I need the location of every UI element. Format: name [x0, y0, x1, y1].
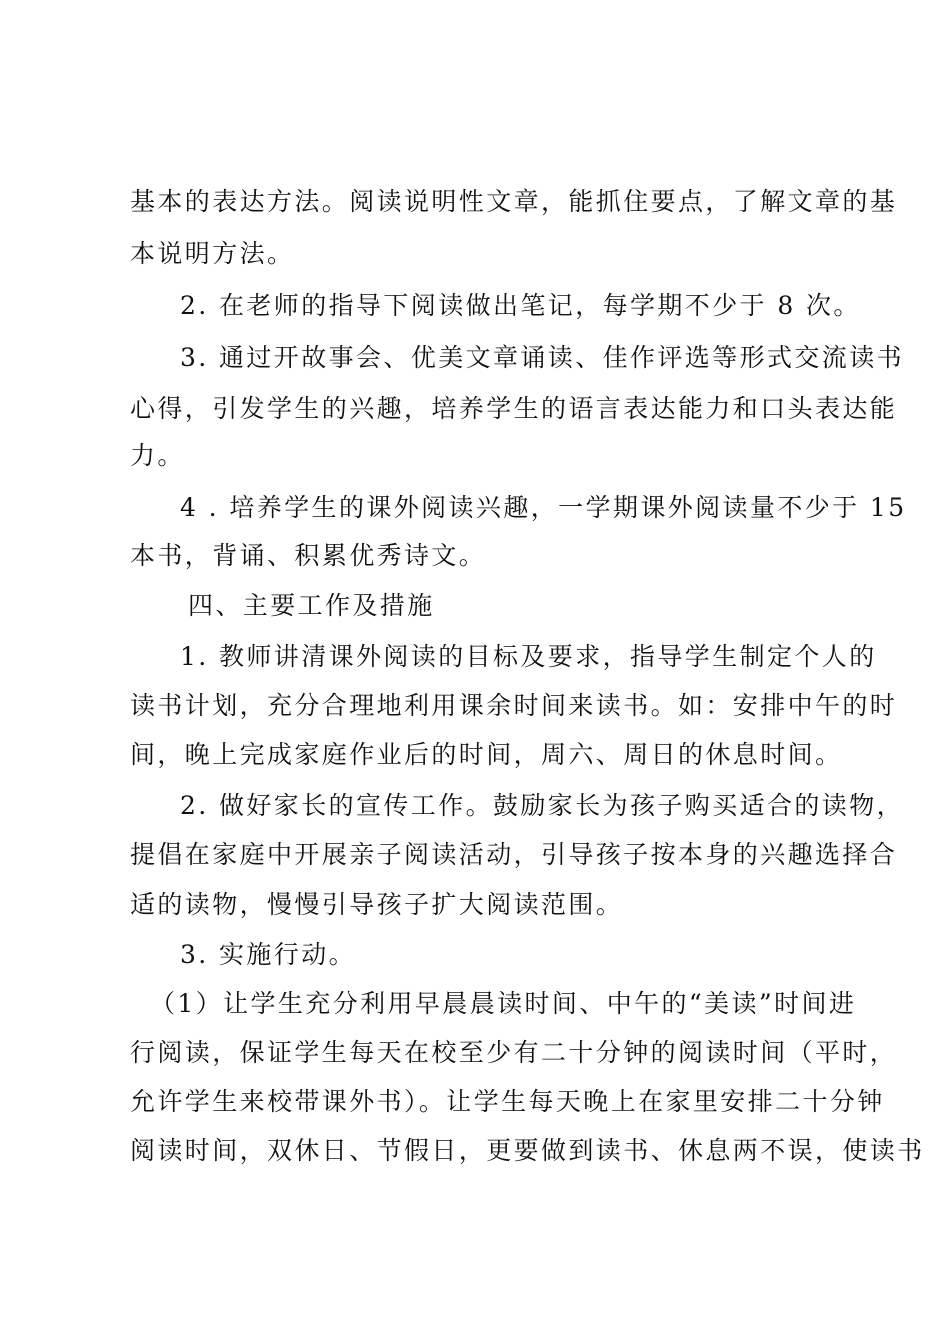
text-line: 2. 在老师的指导下阅读做出笔记，每学期不少于 8 次。	[180, 291, 861, 320]
text-line: （1）让学生充分利用早晨晨读时间、中午的“美读”时间进	[150, 989, 857, 1018]
text-line: 力。	[130, 441, 185, 470]
text-line: 3. 实施行动。	[180, 940, 356, 969]
text-line: 本书，背诵、积累优秀诗文。	[130, 541, 487, 570]
text-line: 3. 通过开故事会、优美文章诵读、佳作评选等形式交流读书	[180, 343, 905, 372]
text-line: 1. 教师讲清课外阅读的目标及要求，指导学生制定个人的	[180, 642, 877, 671]
text-line: 基本的表达方法。阅读说明性文章，能抓住要点，了解文章的基	[130, 187, 898, 216]
text-line: 4 . 培养学生的课外阅读兴趣，一学期课外阅读量不少于 15	[180, 493, 907, 522]
text-line: 提倡在家庭中开展亲子阅读活动，引导孩子按本身的兴趣选择合	[130, 840, 898, 869]
section-heading: 四、主要工作及措施	[188, 591, 435, 620]
text-line: 行阅读，保证学生每天在校至少有二十分钟的阅读时间（平时，	[130, 1038, 898, 1067]
text-line: 本说明方法。	[130, 239, 295, 268]
text-line: 适的读物，慢慢引导孩子扩大阅读范围。	[130, 890, 624, 919]
text-line: 允许学生来校带课外书）。让学生每天晚上在家里安排二十分钟	[130, 1087, 885, 1116]
text-line: 阅读时间，双休日、节假日，更要做到读书、休息两不误，使读书	[130, 1136, 925, 1165]
text-line: 间，晚上完成家庭作业后的时间，周六、周日的休息时间。	[130, 740, 843, 769]
text-line: 心得，引发学生的兴趣，培养学生的语言表达能力和口头表达能	[130, 394, 898, 423]
text-line: 2. 做好家长的宣传工作。鼓励家长为孩子购买适合的读物，	[180, 791, 905, 820]
text-line: 读书计划，充分合理地利用课余时间来读书。如：安排中午的时	[130, 691, 898, 720]
